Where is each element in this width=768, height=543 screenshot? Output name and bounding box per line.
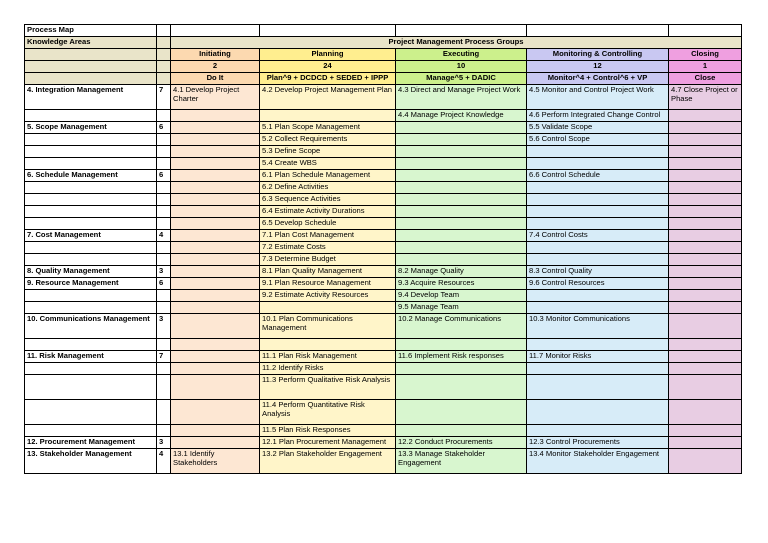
process-count-cell: 4 [157, 449, 171, 474]
knowledge-area-cell: 5. Scope Management [25, 122, 157, 134]
initiating-process-cell [171, 158, 260, 170]
knowledge-area-cell: 13. Stakeholder Management [25, 449, 157, 474]
knowledge-area-cell [25, 146, 157, 158]
group-count-monitoring: 12 [527, 61, 669, 73]
process-row [25, 351, 742, 363]
executing-process-cell [396, 218, 527, 230]
process-count-cell: 7 [157, 85, 171, 110]
executing-process-cell [396, 170, 527, 182]
closing-process-cell: 4.7 Close Project or Phase [669, 85, 742, 110]
monitoring-process-cell: 6.6 Control Schedule [527, 170, 669, 182]
initiating-process-cell [171, 266, 260, 278]
process-map-table [24, 24, 742, 474]
group-mnemonic-monitoring: Monitor^4 + Control^6 + VP [527, 73, 669, 85]
closing-process-cell [669, 146, 742, 158]
executing-process-cell [396, 375, 527, 400]
executing-process-cell [396, 425, 527, 437]
planning-process-cell: 8.1 Plan Quality Management [260, 266, 396, 278]
empty-cell [527, 25, 669, 37]
process-count-cell [157, 182, 171, 194]
closing-process-cell [669, 230, 742, 242]
monitoring-process-cell [527, 375, 669, 400]
knowledge-area-cell [25, 218, 157, 230]
monitoring-process-cell [527, 194, 669, 206]
monitoring-process-cell: 9.6 Control Resources [527, 278, 669, 290]
planning-process-cell: 11.5 Plan Risk Responses [260, 425, 396, 437]
initiating-process-cell [171, 146, 260, 158]
process-row [25, 400, 742, 425]
executing-process-cell [396, 158, 527, 170]
knowledge-area-cell: 12. Procurement Management [25, 437, 157, 449]
executing-process-cell: 4.4 Manage Project Knowledge [396, 110, 527, 122]
initiating-process-cell [171, 278, 260, 290]
closing-process-cell [669, 266, 742, 278]
spacer-row [25, 339, 742, 351]
monitoring-process-cell [527, 290, 669, 302]
process-count-cell [157, 146, 171, 158]
planning-process-cell: 6.2 Define Activities [260, 182, 396, 194]
planning-process-cell: 9.2 Estimate Activity Resources [260, 290, 396, 302]
empty-cell [669, 25, 742, 37]
monitoring-process-cell [527, 206, 669, 218]
planning-process-cell: 11.1 Plan Risk Management [260, 351, 396, 363]
monitoring-process-cell: 5.6 Control Scope [527, 134, 669, 146]
planning-process-cell: 7.3 Determine Budget [260, 254, 396, 266]
process-count-cell [157, 302, 171, 314]
group-count-initiating: 2 [171, 61, 260, 73]
empty-cell [260, 339, 396, 351]
process-row [25, 363, 742, 375]
planning-process-cell: 11.3 Perform Qualitative Risk Analysis [260, 375, 396, 400]
empty-cell [260, 25, 396, 37]
process-row [25, 206, 742, 218]
planning-process-cell: 5.2 Collect Requirements [260, 134, 396, 146]
group-name-planning: Planning [260, 49, 396, 61]
monitoring-process-cell [527, 302, 669, 314]
process-count-cell: 6 [157, 278, 171, 290]
knowledge-area-cell [25, 290, 157, 302]
initiating-process-cell: 13.1 Identify Stakeholders [171, 449, 260, 474]
initiating-process-cell [171, 206, 260, 218]
monitoring-process-cell: 12.3 Control Procurements [527, 437, 669, 449]
executing-process-cell [396, 242, 527, 254]
closing-process-cell [669, 242, 742, 254]
initiating-process-cell [171, 170, 260, 182]
group-name-executing: Executing [396, 49, 527, 61]
initiating-process-cell [171, 230, 260, 242]
monitoring-process-cell: 8.3 Control Quality [527, 266, 669, 278]
knowledge-area-cell: 11. Risk Management [25, 351, 157, 363]
monitoring-process-cell [527, 254, 669, 266]
process-row [25, 254, 742, 266]
knowledge-area-cell: 4. Integration Management [25, 85, 157, 110]
planning-process-cell: 11.4 Perform Quantitative Risk Analysis [260, 400, 396, 425]
empty-cell [25, 339, 157, 351]
initiating-process-cell [171, 194, 260, 206]
empty-cell [25, 61, 157, 73]
closing-process-cell [669, 170, 742, 182]
process-row [25, 122, 742, 134]
process-row [25, 242, 742, 254]
planning-process-cell: 5.3 Define Scope [260, 146, 396, 158]
planning-process-cell: 5.1 Plan Scope Management [260, 122, 396, 134]
process-count-cell: 6 [157, 170, 171, 182]
closing-process-cell [669, 182, 742, 194]
closing-process-cell [669, 218, 742, 230]
initiating-process-cell [171, 218, 260, 230]
process-count-cell [157, 375, 171, 400]
empty-cell [157, 61, 171, 73]
planning-process-cell: 7.2 Estimate Costs [260, 242, 396, 254]
group-mnemonic-executing: Manage^5 + DADIC [396, 73, 527, 85]
planning-process-cell: 7.1 Plan Cost Management [260, 230, 396, 242]
process-count-cell: 3 [157, 437, 171, 449]
closing-process-cell [669, 278, 742, 290]
empty-cell [157, 49, 171, 61]
closing-process-cell [669, 134, 742, 146]
closing-process-cell [669, 437, 742, 449]
empty-cell [157, 37, 171, 49]
initiating-process-cell [171, 242, 260, 254]
knowledge-areas-header: Knowledge Areas [25, 37, 157, 49]
knowledge-area-cell [25, 363, 157, 375]
process-count-cell [157, 242, 171, 254]
initiating-process-cell [171, 122, 260, 134]
monitoring-process-cell: 11.7 Monitor Risks [527, 351, 669, 363]
empty-cell [669, 339, 742, 351]
closing-process-cell [669, 110, 742, 122]
process-row [25, 146, 742, 158]
initiating-process-cell [171, 375, 260, 400]
planning-process-cell: 9.1 Plan Resource Management [260, 278, 396, 290]
knowledge-area-cell [25, 206, 157, 218]
process-count-cell [157, 290, 171, 302]
monitoring-process-cell [527, 158, 669, 170]
group-count-closing: 1 [669, 61, 742, 73]
knowledge-area-cell [25, 158, 157, 170]
group-count-planning: 24 [260, 61, 396, 73]
process-row [25, 266, 742, 278]
knowledge-area-cell [25, 400, 157, 425]
closing-process-cell [669, 206, 742, 218]
process-groups-header: Project Management Process Groups [171, 37, 742, 49]
initiating-process-cell [171, 400, 260, 425]
initiating-process-cell [171, 314, 260, 339]
executing-process-cell: 9.3 Acquire Resources [396, 278, 527, 290]
executing-process-cell [396, 134, 527, 146]
closing-process-cell [669, 351, 742, 363]
closing-process-cell [669, 449, 742, 474]
executing-process-cell: 11.6 Implement Risk responses [396, 351, 527, 363]
process-count-cell [157, 158, 171, 170]
group-name-initiating: Initiating [171, 49, 260, 61]
knowledge-area-cell [25, 194, 157, 206]
process-row [25, 134, 742, 146]
monitoring-process-cell: 4.5 Monitor and Control Project Work [527, 85, 669, 110]
monitoring-process-cell: 13.4 Monitor Stakeholder Engagement [527, 449, 669, 474]
process-row [25, 449, 742, 474]
planning-process-cell: 6.3 Sequence Activities [260, 194, 396, 206]
knowledge-area-cell [25, 182, 157, 194]
process-count-cell: 6 [157, 122, 171, 134]
planning-process-cell: 12.1 Plan Procurement Management [260, 437, 396, 449]
closing-process-cell [669, 158, 742, 170]
closing-process-cell [669, 302, 742, 314]
monitoring-process-cell [527, 218, 669, 230]
executing-process-cell [396, 363, 527, 375]
process-row [25, 375, 742, 400]
executing-process-cell: 9.4 Develop Team [396, 290, 527, 302]
initiating-process-cell [171, 254, 260, 266]
executing-process-cell: 10.2 Manage Communications [396, 314, 527, 339]
group-mnemonic-initiating: Do It [171, 73, 260, 85]
knowledge-area-cell [25, 242, 157, 254]
closing-process-cell [669, 425, 742, 437]
knowledge-area-cell: 9. Resource Management [25, 278, 157, 290]
initiating-process-cell [171, 425, 260, 437]
closing-process-cell [669, 122, 742, 134]
executing-process-cell [396, 182, 527, 194]
process-count-cell [157, 206, 171, 218]
process-row [25, 218, 742, 230]
monitoring-process-cell [527, 242, 669, 254]
process-row [25, 290, 742, 302]
monitoring-process-cell [527, 363, 669, 375]
closing-process-cell [669, 375, 742, 400]
process-count-cell: 7 [157, 351, 171, 363]
initiating-process-cell [171, 290, 260, 302]
monitoring-process-cell: 4.6 Perform Integrated Change Control [527, 110, 669, 122]
planning-process-cell: 11.2 Identify Risks [260, 363, 396, 375]
executing-process-cell: 8.2 Manage Quality [396, 266, 527, 278]
empty-cell [25, 73, 157, 85]
initiating-process-cell [171, 351, 260, 363]
executing-process-cell [396, 194, 527, 206]
empty-cell [25, 49, 157, 61]
closing-process-cell [669, 254, 742, 266]
monitoring-process-cell [527, 146, 669, 158]
executing-process-cell [396, 254, 527, 266]
process-count-cell: 4 [157, 230, 171, 242]
process-count-cell [157, 425, 171, 437]
knowledge-area-cell: 10. Communications Management [25, 314, 157, 339]
planning-process-cell: 6.1 Plan Schedule Management [260, 170, 396, 182]
planning-process-cell [260, 110, 396, 122]
initiating-process-cell [171, 134, 260, 146]
process-count-cell [157, 400, 171, 425]
process-count-cell [157, 254, 171, 266]
executing-process-cell [396, 206, 527, 218]
process-row [25, 194, 742, 206]
monitoring-process-cell [527, 425, 669, 437]
empty-cell [157, 339, 171, 351]
executing-process-cell [396, 400, 527, 425]
closing-process-cell [669, 194, 742, 206]
process-row [25, 278, 742, 290]
closing-process-cell [669, 314, 742, 339]
process-count-cell [157, 218, 171, 230]
knowledge-area-cell [25, 425, 157, 437]
process-row [25, 170, 742, 182]
empty-cell [527, 339, 669, 351]
group-name-monitoring: Monitoring & Controlling [527, 49, 669, 61]
process-row [25, 302, 742, 314]
empty-cell [396, 339, 527, 351]
monitoring-process-cell [527, 400, 669, 425]
process-row [25, 425, 742, 437]
process-row [25, 314, 742, 339]
initiating-process-cell [171, 363, 260, 375]
sheet-title: Process Map [25, 25, 157, 37]
process-row [25, 230, 742, 242]
knowledge-area-cell [25, 134, 157, 146]
process-row [25, 158, 742, 170]
executing-process-cell: 13.3 Manage Stakeholder Engagement [396, 449, 527, 474]
empty-cell [157, 25, 171, 37]
knowledge-area-cell [25, 110, 157, 122]
empty-cell [171, 339, 260, 351]
process-count-cell: 3 [157, 266, 171, 278]
executing-process-cell: 9.5 Manage Team [396, 302, 527, 314]
monitoring-process-cell: 7.4 Control Costs [527, 230, 669, 242]
monitoring-process-cell: 10.3 Monitor Communications [527, 314, 669, 339]
closing-process-cell [669, 363, 742, 375]
planning-process-cell: 6.5 Develop Schedule [260, 218, 396, 230]
initiating-process-cell: 4.1 Develop Project Charter [171, 85, 260, 110]
closing-process-cell [669, 400, 742, 425]
executing-process-cell [396, 230, 527, 242]
planning-process-cell: 4.2 Develop Project Management Plan [260, 85, 396, 110]
knowledge-area-cell: 8. Quality Management [25, 266, 157, 278]
executing-process-cell: 12.2 Conduct Procurements [396, 437, 527, 449]
knowledge-area-cell [25, 302, 157, 314]
executing-process-cell: 4.3 Direct and Manage Project Work [396, 85, 527, 110]
initiating-process-cell [171, 302, 260, 314]
empty-cell [157, 73, 171, 85]
knowledge-area-cell: 7. Cost Management [25, 230, 157, 242]
empty-cell [171, 25, 260, 37]
planning-process-cell: 10.1 Plan Communications Management [260, 314, 396, 339]
process-count-cell [157, 363, 171, 375]
initiating-process-cell [171, 437, 260, 449]
empty-cell [396, 25, 527, 37]
knowledge-area-cell: 6. Schedule Management [25, 170, 157, 182]
process-count-cell [157, 194, 171, 206]
process-row [25, 110, 742, 122]
monitoring-process-cell: 5.5 Validate Scope [527, 122, 669, 134]
executing-process-cell [396, 146, 527, 158]
process-row [25, 85, 742, 110]
process-count-cell [157, 110, 171, 122]
monitoring-process-cell [527, 182, 669, 194]
planning-process-cell [260, 302, 396, 314]
planning-process-cell: 5.4 Create WBS [260, 158, 396, 170]
process-row [25, 437, 742, 449]
planning-process-cell: 6.4 Estimate Activity Durations [260, 206, 396, 218]
process-row [25, 182, 742, 194]
initiating-process-cell [171, 110, 260, 122]
knowledge-area-cell [25, 254, 157, 266]
group-mnemonic-planning: Plan^9 + DCDCD + SEDED + IPPP [260, 73, 396, 85]
knowledge-area-cell [25, 375, 157, 400]
executing-process-cell [396, 122, 527, 134]
planning-process-cell: 13.2 Plan Stakeholder Engagement [260, 449, 396, 474]
group-count-executing: 10 [396, 61, 527, 73]
process-count-cell: 3 [157, 314, 171, 339]
initiating-process-cell [171, 182, 260, 194]
process-count-cell [157, 134, 171, 146]
closing-process-cell [669, 290, 742, 302]
group-mnemonic-closing: Close [669, 73, 742, 85]
group-name-closing: Closing [669, 49, 742, 61]
